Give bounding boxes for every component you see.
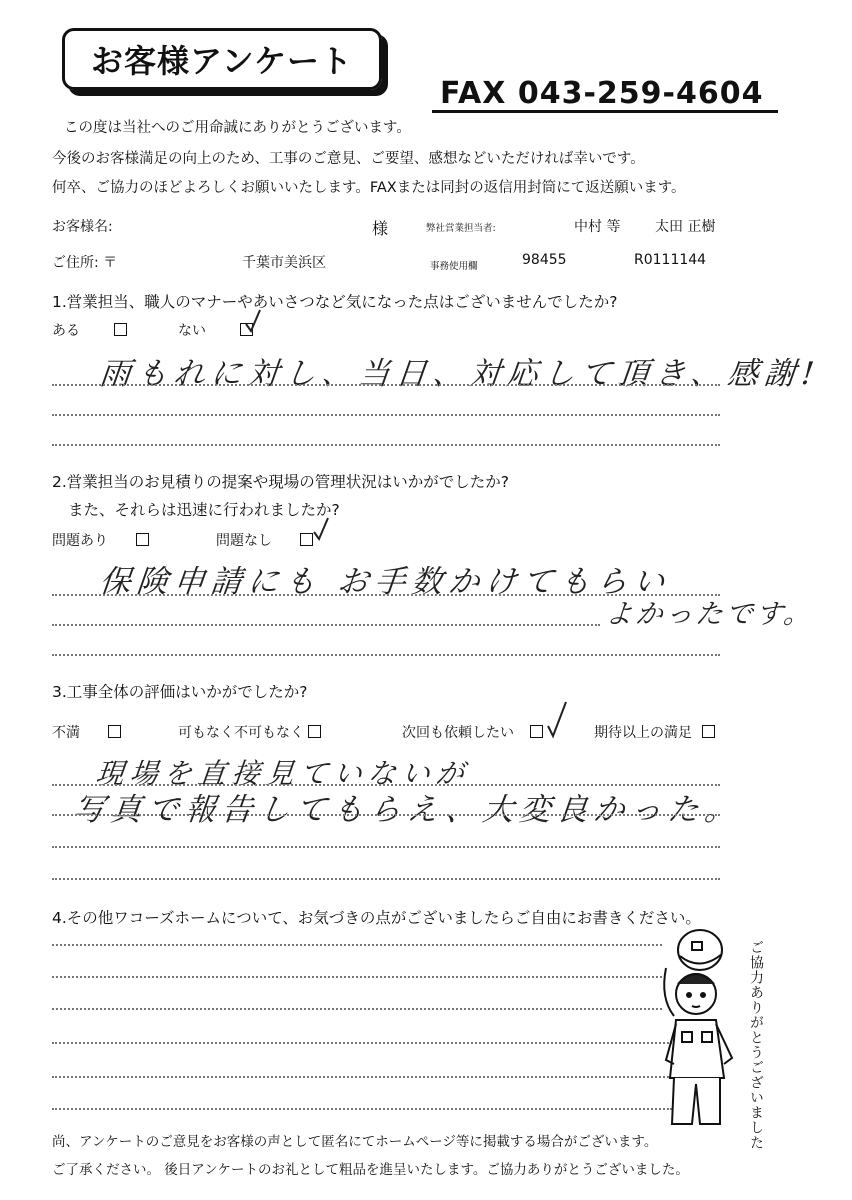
intro-line-3: 何卒、ご協力のほどよろしくお願いいたします。FAXまたは同封の返信用封筒にて返送願います。: [52, 180, 686, 196]
staff-name-2: 太田 正樹: [655, 219, 716, 235]
writing-line: [52, 594, 720, 596]
q2-handwritten-answer-1: 保険申請にも お手数かけてもらい: [97, 564, 673, 600]
q2-question-2: また、それらは迅速に行われましたか?: [68, 501, 340, 519]
q1-option-yes[interactable]: ある: [52, 320, 127, 340]
q3-handwritten-answer-2: 写真で報告してもらえ、大変良かった。: [71, 792, 744, 828]
q2-option-problem[interactable]: 問題あり: [52, 530, 149, 550]
worker-illustration-icon: [652, 928, 746, 1134]
office-code-1: 98455: [522, 252, 567, 268]
q2-handwritten-answer-2: よかったです。: [604, 599, 816, 630]
writing-line: [52, 384, 720, 386]
writing-line: [52, 444, 720, 446]
writing-line: [52, 624, 600, 626]
q3-question: 3.工事全体の評価はいかがでしたか?: [52, 683, 308, 701]
customer-name-label: お客様名:: [52, 219, 113, 235]
writing-line: [52, 944, 662, 946]
checkbox[interactable]: [108, 725, 121, 738]
honorific: 様: [372, 219, 389, 238]
q3-handwritten-answer-1: 現場を直接見ていないが: [94, 757, 472, 790]
writing-line: [52, 654, 720, 656]
address-label: ご住所: 〒: [52, 255, 118, 271]
fax-number: FAX 043-259-4604: [440, 76, 764, 111]
writing-line: [52, 878, 720, 880]
q1-question: 1.営業担当、職人のマナーやあいさつなど気になった点はございませんでしたか?: [52, 293, 618, 311]
intro-line-2: 今後のお客様満足の向上のため、工事のご意見、ご要望、感想などいただければ幸いです。: [52, 151, 645, 167]
writing-line: [52, 1042, 672, 1044]
q3-option-dissatisfied[interactable]: 不満: [52, 722, 121, 742]
writing-line: [52, 414, 720, 416]
intro-line-1: この度は当社へのご用命誠にありがとうございます。: [64, 120, 411, 136]
writing-line: [52, 814, 720, 816]
checkbox[interactable]: [114, 323, 127, 336]
staff-label: 弊社営業担当者:: [426, 223, 496, 234]
address-value: 千葉市美浜区: [242, 255, 326, 271]
fax-underline: [432, 110, 778, 113]
q2-question-1: 2.営業担当のお見積りの提案や現場の管理状況はいかがでしたか?: [52, 473, 510, 491]
checkbox[interactable]: [702, 725, 715, 738]
checkbox-checked[interactable]: [530, 725, 543, 738]
q1-handwritten-answer: 雨もれに対し、当日、対応して頂き、感謝!: [97, 356, 822, 392]
thank-you-vertical-text: ご協力ありがとうございました: [748, 940, 764, 1150]
checkbox[interactable]: [136, 533, 149, 546]
q2-option-no-problem[interactable]: 問題なし: [216, 530, 313, 550]
q3-option-request-again[interactable]: 次回も依頼したい: [402, 722, 543, 742]
footer-note-1: 尚、アンケートのご意見をお客様の声として匿名にてホームページ等に掲載する場合がございます。: [52, 1134, 658, 1150]
q1-checkmark: [243, 308, 263, 334]
writing-line: [52, 1008, 662, 1010]
q2-checkmark: [311, 516, 331, 542]
writing-line: [52, 1076, 672, 1078]
writing-line: [52, 846, 720, 848]
q3-option-exceeded[interactable]: 期待以上の満足: [594, 722, 715, 742]
office-code-2: R0111144: [634, 252, 707, 268]
staff-name-1: 中村 等: [574, 219, 621, 235]
writing-line: [52, 976, 662, 978]
q1-option-no[interactable]: ない: [178, 320, 253, 340]
footer-note-2: ご了承ください。 後日アンケートのお礼として粗品を進呈いたします。ご協力ありがとうございました。: [52, 1162, 689, 1178]
q3-option-neutral[interactable]: 可もなく不可もなく: [178, 722, 321, 742]
survey-title: お客様アンケート: [62, 28, 382, 90]
checkbox[interactable]: [308, 725, 321, 738]
q3-checkmark: [545, 700, 569, 740]
office-use-label: 事務使用欄: [430, 261, 478, 272]
writing-line: [52, 1108, 672, 1110]
writing-line: [52, 784, 720, 786]
q4-question: 4.その他ワコーズホームについて、お気づきの点がございましたらご自由にお書きください。: [52, 909, 701, 927]
